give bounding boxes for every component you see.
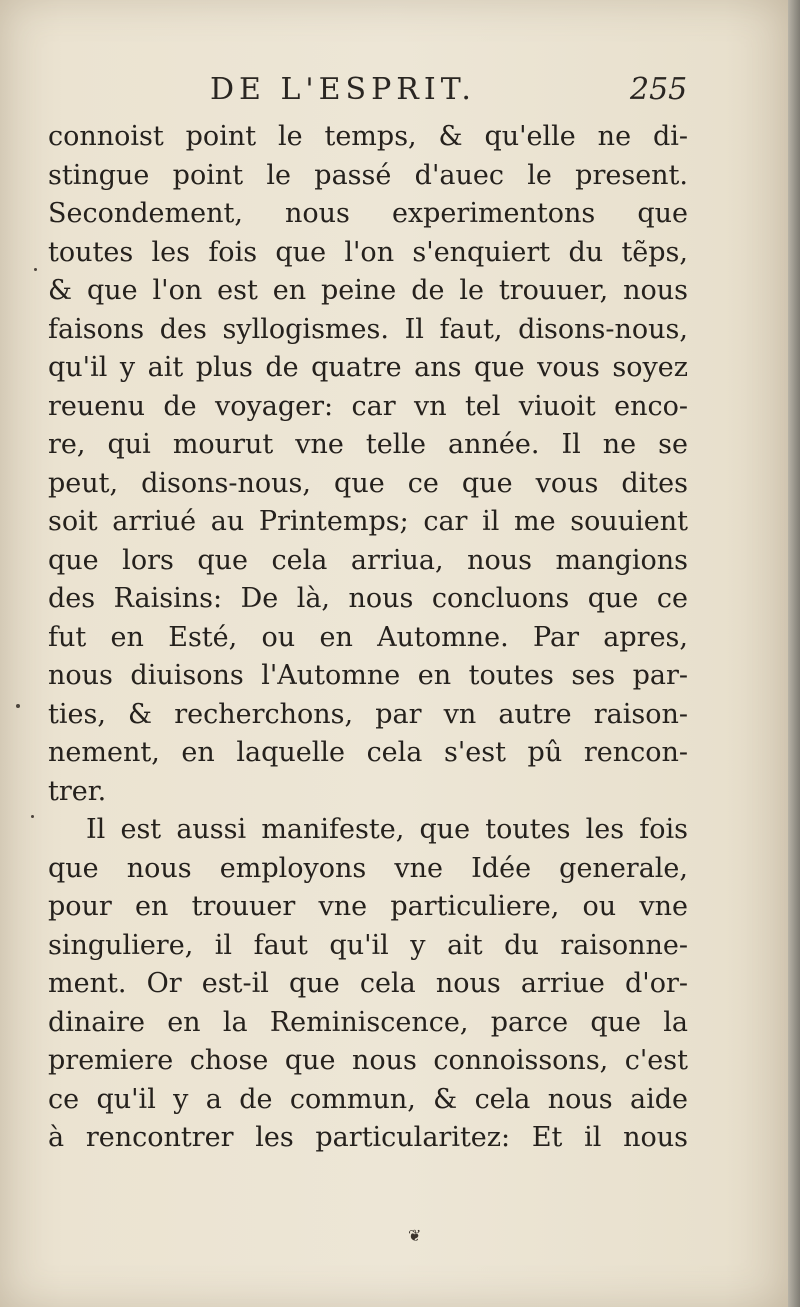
text-line: fut en Esté, ou en Automne. Par apres,: [48, 621, 688, 653]
ink-speck: [34, 268, 37, 271]
running-head: DE L'ESPRIT.: [210, 72, 476, 107]
page-header: [200, 72, 700, 116]
text-line: reuenu de voyager: car vn tel viuoit enco-: [48, 390, 688, 422]
text-line: ties, & recherchons, par vn autre raison-: [48, 698, 688, 730]
text-line: ce qu'il y a de commun, & cela nous aide: [48, 1083, 688, 1115]
text-line: que lors que cela arriua, nous mangions: [48, 544, 688, 576]
text-line: connoist point le temps, & qu'elle ne di-: [48, 121, 688, 152]
page-number: 255: [630, 72, 688, 107]
text-line: ment. Or est-il que cela nous arriue d'or-: [48, 968, 688, 999]
text-line: faisons des syllogismes. Il faut, disons-nous,: [48, 313, 688, 345]
text-line: à rencontrer les particularitez: Et il nous: [48, 1122, 688, 1153]
text-line: peut, disons-nous, que ce que vous dites: [48, 467, 688, 499]
text-line: toutes les fois que l'on s'enquiert du tẽps,: [48, 236, 688, 268]
body-text: [48, 118, 688, 1158]
text-line: & que l'on est en peine de le trouuer, nous: [48, 275, 688, 306]
ink-speck: [31, 815, 34, 818]
ornament-icon: ❦: [408, 1226, 422, 1245]
text-line: re, qui mourut vne telle année. Il ne se: [48, 429, 688, 460]
page-edge: [788, 0, 800, 1307]
text-line: singuliere, il faut qu'il y ait du raisonne-: [48, 929, 688, 961]
text-line: Il est aussi manifeste, que toutes les fois: [86, 814, 688, 845]
text-line: nous diuisons l'Automne en toutes ses par-: [48, 660, 688, 691]
text-line: nement, en laquelle cela s'est pû rencon-: [48, 737, 688, 768]
text-line: dinaire en la Reminiscence, parce que la: [48, 1006, 688, 1038]
text-line: premiere chose que nous connoissons, c'est: [48, 1045, 688, 1076]
text-line: pour en trouuer vne particuliere, ou vne: [48, 891, 688, 922]
text-line: Secondement, nous experimentons que: [48, 198, 688, 229]
text-line: stingue point le passé d'auec le present.: [48, 159, 688, 191]
ink-speck: [16, 704, 20, 708]
text-line: soit arriué au Printemps; car il me souuient: [48, 506, 688, 537]
text-line: que nous employons vne Idée generale,: [48, 852, 688, 884]
text-line: des Raisins: De là, nous concluons que ce: [48, 583, 688, 614]
text-line: trer.: [48, 775, 107, 807]
text-line: qu'il y ait plus de quatre ans que vous soyez: [48, 352, 688, 383]
